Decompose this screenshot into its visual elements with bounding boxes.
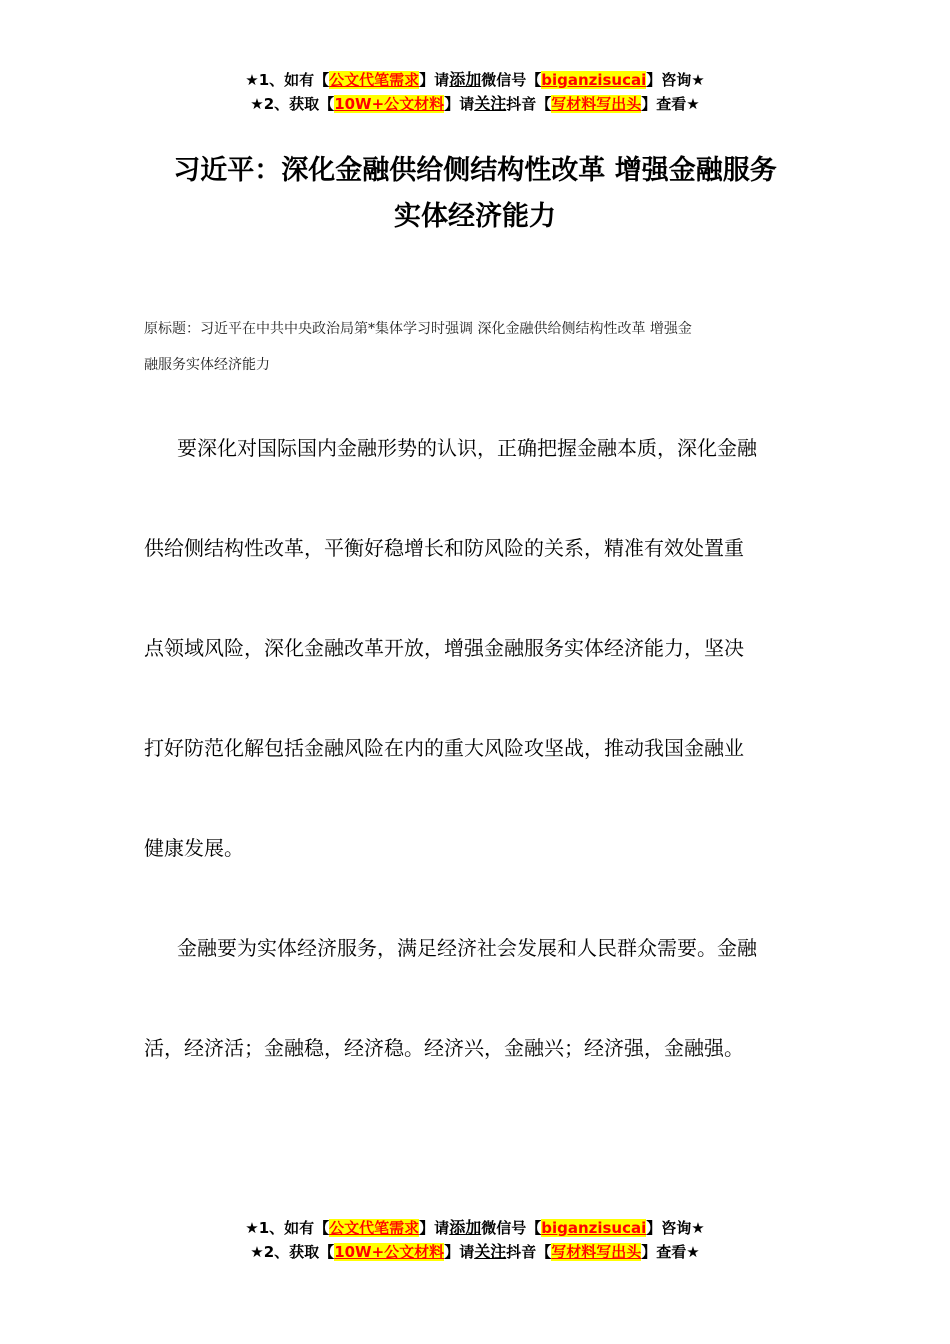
banner-text: 微信号【 <box>481 71 542 89</box>
banner-highlight-wechat-id: biganzisucai <box>541 71 647 89</box>
original-title <box>144 311 809 383</box>
banner-underline-follow: 关注 <box>474 1242 507 1261</box>
header-banner-line-2 <box>0 92 950 116</box>
banner-text: 抖音【 <box>506 95 552 113</box>
banner-text: 】请 <box>444 95 475 113</box>
original-title-line-2: 融服务实体经济能力 <box>144 357 270 373</box>
paragraph-line: 供给侧结构性改革，平衡好稳增长和防风险的关系，精准有效处置重 <box>144 536 744 560</box>
original-title-line-1: 原标题：习近平在中共中央政治局第*集体学习时强调 深化金融供给侧结构性改革 增强金 <box>144 321 692 337</box>
paragraph-line: 点领域风险，深化金融改革开放，增强金融服务实体经济能力，坚决 <box>144 636 744 660</box>
paragraph-line: 金融要为实体经济服务，满足经济社会发展和人民群众需要。金融 <box>177 936 757 960</box>
banner-text: ★2、获取【 <box>250 1243 335 1261</box>
banner-text: 抖音【 <box>506 1243 552 1261</box>
banner-text: 】查看★ <box>641 95 700 113</box>
banner-highlight-douyin-account: 写材料写出头 <box>551 1243 642 1261</box>
banner-text: 】请 <box>419 1219 450 1237</box>
banner-text: 】请 <box>419 71 450 89</box>
banner-text: ★1、如有【 <box>245 71 330 89</box>
document-title-line-1: 习近平：深化金融供给侧结构性改革 增强金融服务 <box>173 155 777 186</box>
banner-text: 】查看★ <box>641 1243 700 1261</box>
header-banner <box>0 68 950 116</box>
banner-highlight-service: 公文代笔需求 <box>329 71 420 89</box>
banner-underline-add: 添加 <box>449 70 482 89</box>
paragraph-line: 要深化对国际国内金融形势的认识，正确把握金融本质，深化金融 <box>177 436 757 460</box>
banner-highlight-materials: 10W+公文材料 <box>334 1243 445 1261</box>
banner-underline-add: 添加 <box>449 1218 482 1237</box>
banner-highlight-materials: 10W+公文材料 <box>334 95 445 113</box>
footer-banner-line-2 <box>0 1240 950 1264</box>
document-title-line-2: 实体经济能力 <box>394 201 556 232</box>
paragraph-line: 活，经济活；金融稳，经济稳。经济兴，金融兴；经济强，金融强。 <box>144 1036 744 1060</box>
banner-text: 】咨询★ <box>646 71 705 89</box>
paragraph-line: 健康发展。 <box>144 836 244 860</box>
header-banner-line-1 <box>0 68 950 92</box>
paragraph-line: 打好防范化解包括金融风险在内的重大风险攻坚战，推动我国金融业 <box>144 736 744 760</box>
banner-highlight-wechat-id: biganzisucai <box>541 1219 647 1237</box>
banner-text: ★2、获取【 <box>250 95 335 113</box>
footer-banner <box>0 1216 950 1264</box>
footer-banner-line-1 <box>0 1216 950 1240</box>
banner-text: 】请 <box>444 1243 475 1261</box>
banner-underline-follow: 关注 <box>474 94 507 113</box>
body-paragraph-1 <box>144 398 809 898</box>
banner-highlight-douyin-account: 写材料写出头 <box>551 95 642 113</box>
banner-text: 微信号【 <box>481 1219 542 1237</box>
body-paragraph-2 <box>144 898 809 1098</box>
banner-highlight-service: 公文代笔需求 <box>329 1219 420 1237</box>
banner-text: 】咨询★ <box>646 1219 705 1237</box>
document-title <box>0 148 950 240</box>
banner-text: ★1、如有【 <box>245 1219 330 1237</box>
